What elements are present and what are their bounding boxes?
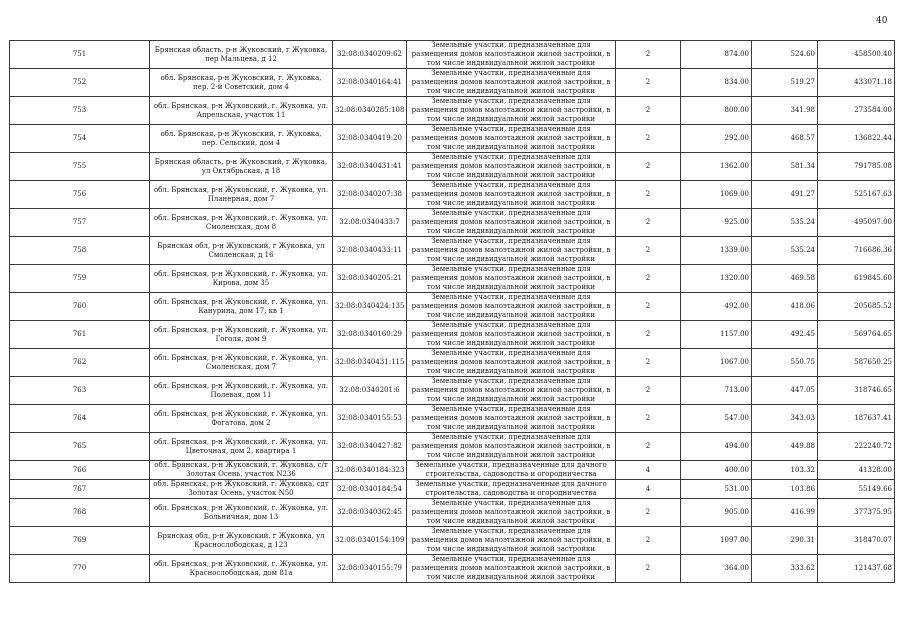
table-row [10, 69, 895, 97]
group-code-cell: 4 [616, 461, 681, 480]
row-number: 769 [10, 527, 150, 555]
row-number: 770 [10, 555, 150, 583]
address-cell: обл. Брянская, р-н Жуковский, г. Жуковка, ул. Кирова, дом 35 [150, 265, 333, 293]
row-number: 756 [10, 181, 150, 209]
cadastral-value-cell: 716686.36 [818, 237, 895, 265]
land-purpose-cell: Земельные участки, предназначенные для размещения домов малоэтажной жилой застройки, в том числе индивидуальной жилой застройки [407, 555, 616, 583]
cadastral-value-cell: 318746.65 [818, 377, 895, 405]
address-cell: обл. Брянская, р-н Жуковский, г. Жуковка, ул. Цветочная, дом 2, квартира 1 [150, 433, 333, 461]
group-code-cell: 2 [616, 405, 681, 433]
unit-value-cell: 581.34 [752, 153, 818, 181]
group-code-cell: 2 [616, 321, 681, 349]
address-cell: обл. Брянская, р-н Жуковский, г. Жуковка, сдт Золотая Осень, участок N50 [150, 480, 333, 499]
row-number: 760 [10, 293, 150, 321]
land-purpose-cell: Земельные участки, предназначенные для размещения домов малоэтажной жилой застройки, в том числе индивидуальной жилой застройки [407, 69, 616, 97]
address-cell: обл. Брянская, р-н Жуковский, г. Жуковка, ул. Фогатова, дом 2 [150, 405, 333, 433]
land-purpose-cell: Земельные участки, предназначенные для размещения домов малоэтажной жилой застройки, в том числе индивидуальной жилой застройки [407, 433, 616, 461]
address-cell: обл. Брянская, р-н Жуковский, г. Жуковка, ул. Краснослободская, дом 81а [150, 555, 333, 583]
group-code-cell: 2 [616, 265, 681, 293]
unit-value-cell: 418.06 [752, 293, 818, 321]
land-purpose-cell: Земельные участки, предназначенные для размещения домов малоэтажной жилой застройки, в том числе индивидуальной жилой застройки [407, 377, 616, 405]
group-code-cell: 2 [616, 349, 681, 377]
cadastral-number-cell: 32:08:0340433:7 [333, 209, 407, 237]
row-number: 751 [10, 41, 150, 69]
address-cell: обл. Брянская, р-н Жуковский, г. Жуковка, ул. Смоленская, дом 8 [150, 209, 333, 237]
table-row [10, 209, 895, 237]
unit-value-cell: 416.99 [752, 499, 818, 527]
table-row [10, 377, 895, 405]
page-number: 40 [876, 16, 888, 26]
area-cell: 292.00 [681, 125, 752, 153]
cadastral-number-cell: 32:08:0340285:108 [333, 97, 407, 125]
group-code-cell: 2 [616, 377, 681, 405]
area-cell: 547.00 [681, 405, 752, 433]
unit-value-cell: 492.45 [752, 321, 818, 349]
area-cell: 364.00 [681, 555, 752, 583]
group-code-cell: 2 [616, 125, 681, 153]
row-number: 768 [10, 499, 150, 527]
table-row [10, 293, 895, 321]
cadastral-number-cell: 32:08:0340184:323 [333, 461, 407, 480]
row-number: 759 [10, 265, 150, 293]
group-code-cell: 2 [616, 209, 681, 237]
table-row [10, 41, 895, 69]
group-code-cell: 2 [616, 433, 681, 461]
unit-value-cell: 447.05 [752, 377, 818, 405]
group-code-cell: 2 [616, 293, 681, 321]
table-row [10, 321, 895, 349]
cadastral-value-cell: 121437.68 [818, 555, 895, 583]
table-row [10, 181, 895, 209]
row-number: 754 [10, 125, 150, 153]
unit-value-cell: 524.60 [752, 41, 818, 69]
row-number: 758 [10, 237, 150, 265]
area-cell: 1097.00 [681, 527, 752, 555]
cadastral-number-cell: 32:08:0340207:38 [333, 181, 407, 209]
land-purpose-cell: Земельные участки, предназначенные для размещения домов малоэтажной жилой застройки, в том числе индивидуальной жилой застройки [407, 41, 616, 69]
group-code-cell: 2 [616, 153, 681, 181]
cadastral-value-cell: 569764.65 [818, 321, 895, 349]
group-code-cell: 2 [616, 499, 681, 527]
row-number: 761 [10, 321, 150, 349]
area-cell: 1069.00 [681, 181, 752, 209]
group-code-cell: 4 [616, 480, 681, 499]
address-cell: обл. Брянская, р-н Жуковский, г. Жуковка, ул. Смоленская, дом 7 [150, 349, 333, 377]
cadastral-value-cell: 318470.07 [818, 527, 895, 555]
unit-value-cell: 469.58 [752, 265, 818, 293]
address-cell: обл. Брянская, р-н Жуковский, г. Жуковка, пер. Сельский, дом 4 [150, 125, 333, 153]
land-purpose-cell: Земельные участки, предназначенные для размещения домов малоэтажной жилой застройки, в том числе индивидуальной жилой застройки [407, 209, 616, 237]
cadastral-value-cell: 136822.44 [818, 125, 895, 153]
area-cell: 800.00 [681, 97, 752, 125]
address-cell: Брянская область, р-н Жуковский, г Жуковка, ул Октябрьская, д 18 [150, 153, 333, 181]
cadastral-number-cell: 32:08:0340209:62 [333, 41, 407, 69]
cadastral-number-cell: 32:08:0340431:115 [333, 349, 407, 377]
area-cell: 1320.00 [681, 265, 752, 293]
cadastral-number-cell: 32:08:0340155:53 [333, 405, 407, 433]
cadastral-value-cell: 587650.25 [818, 349, 895, 377]
address-cell: обл. Брянская, р-н Жуковский, г. Жуковка, с/т Золотая Осень, участок N236 [150, 461, 333, 480]
address-cell: обл. Брянская, р-н Жуковский, г. Жуковка, ул. Канурина, дом 17, кв 1 [150, 293, 333, 321]
area-cell: 874.00 [681, 41, 752, 69]
cadastral-value-cell: 273584.00 [818, 97, 895, 125]
unit-value-cell: 103.32 [752, 461, 818, 480]
cadastral-value-cell: 205685.52 [818, 293, 895, 321]
group-code-cell: 2 [616, 41, 681, 69]
row-number: 753 [10, 97, 150, 125]
area-cell: 1067.00 [681, 349, 752, 377]
unit-value-cell: 550.75 [752, 349, 818, 377]
row-number: 764 [10, 405, 150, 433]
area-cell: 494.00 [681, 433, 752, 461]
area-cell: 925.00 [681, 209, 752, 237]
land-purpose-cell: Земельные участки, предназначенные для размещения домов малоэтажной жилой застройки, в том числе индивидуальной жилой застройки [407, 125, 616, 153]
cadastral-value-cell: 377375.95 [818, 499, 895, 527]
land-purpose-cell: Земельные участки, предназначенные для размещения домов малоэтажной жилой застройки, в том числе индивидуальной жилой застройки [407, 499, 616, 527]
row-number: 755 [10, 153, 150, 181]
cadastral-number-cell: 32:08:0340160:29 [333, 321, 407, 349]
land-purpose-cell: Земельные участки, предназначенные для дачного строительства, садоводства и огородничества [407, 461, 616, 480]
cadastral-value-cell: 433071.18 [818, 69, 895, 97]
address-cell: обл. Брянская, р-н Жуковский, г. Жуковка, ул. Полевая, дом 11 [150, 377, 333, 405]
area-cell: 492.00 [681, 293, 752, 321]
address-cell: Брянская область, р-н Жуковский, г Жуковка, пер Мальцева, д 12 [150, 41, 333, 69]
cadastral-number-cell: 32:08:0340362:45 [333, 499, 407, 527]
row-number: 766 [10, 461, 150, 480]
unit-value-cell: 290.31 [752, 527, 818, 555]
area-cell: 1157.00 [681, 321, 752, 349]
area-cell: 713.00 [681, 377, 752, 405]
group-code-cell: 2 [616, 527, 681, 555]
cadastral-number-cell: 32:08:0340184:54 [333, 480, 407, 499]
unit-value-cell: 341.98 [752, 97, 818, 125]
unit-value-cell: 333.62 [752, 555, 818, 583]
table-row [10, 265, 895, 293]
address-cell: Брянская обл, р-н Жуковский, г Жуковка, ул Краснослободская, д 123 [150, 527, 333, 555]
cadastral-value-cell: 495097.00 [818, 209, 895, 237]
area-cell: 1362.00 [681, 153, 752, 181]
row-number: 757 [10, 209, 150, 237]
cadastral-number-cell: 32:08:0340433:11 [333, 237, 407, 265]
table-row [10, 461, 895, 480]
area-cell: 905.00 [681, 499, 752, 527]
row-number: 752 [10, 69, 150, 97]
cadastral-value-cell: 222240.72 [818, 433, 895, 461]
cadastral-value-cell: 458500.40 [818, 41, 895, 69]
table-row [10, 555, 895, 583]
address-cell: обл. Брянская, р-н Жуковский, г. Жуковка, ул. Апрельская, участок 11 [150, 97, 333, 125]
land-purpose-cell: Земельные участки, предназначенные для размещения домов малоэтажной жилой застройки, в том числе индивидуальной жилой застройки [407, 321, 616, 349]
land-register-table [9, 40, 895, 583]
cadastral-value-cell: 619845.60 [818, 265, 895, 293]
address-cell: обл. Брянская, р-н Жуковский, г. Жуковка, ул. Гоголя, дом 9 [150, 321, 333, 349]
table-row [10, 125, 895, 153]
table-row [10, 527, 895, 555]
row-number: 762 [10, 349, 150, 377]
land-purpose-cell: Земельные участки, предназначенные для размещения домов малоэтажной жилой застройки, в том числе индивидуальной жилой застройки [407, 265, 616, 293]
row-number: 765 [10, 433, 150, 461]
unit-value-cell: 103.86 [752, 480, 818, 499]
table-row [10, 237, 895, 265]
land-purpose-cell: Земельные участки, предназначенные для размещения домов малоэтажной жилой застройки, в том числе индивидуальной жилой застройки [407, 293, 616, 321]
group-code-cell: 2 [616, 69, 681, 97]
row-number: 763 [10, 377, 150, 405]
table-row [10, 153, 895, 181]
unit-value-cell: 468.57 [752, 125, 818, 153]
area-cell: 1339.00 [681, 237, 752, 265]
unit-value-cell: 535.24 [752, 237, 818, 265]
land-purpose-cell: Земельные участки, предназначенные для размещения домов малоэтажной жилой застройки, в том числе индивидуальной жилой застройки [407, 153, 616, 181]
cadastral-value-cell: 525167.63 [818, 181, 895, 209]
land-purpose-cell: Земельные участки, предназначенные для размещения домов малоэтажной жилой застройки, в том числе индивидуальной жилой застройки [407, 237, 616, 265]
unit-value-cell: 491.27 [752, 181, 818, 209]
land-purpose-cell: Земельные участки, предназначенные для размещения домов малоэтажной жилой застройки, в том числе индивидуальной жилой застройки [407, 349, 616, 377]
address-cell: обл. Брянская, р-н Жуковский, г. Жуковка, ул. Больничная, дом 13 [150, 499, 333, 527]
unit-value-cell: 535.24 [752, 209, 818, 237]
table-row [10, 349, 895, 377]
group-code-cell: 2 [616, 97, 681, 125]
cadastral-value-cell: 41328.00 [818, 461, 895, 480]
address-cell: обл. Брянская, р-н Жуковский, г. Жуковка, ул. Планерная, дом 7 [150, 181, 333, 209]
cadastral-number-cell: 32:08:0340205:21 [333, 265, 407, 293]
table-row [10, 97, 895, 125]
cadastral-number-cell: 32:08:0340201:6 [333, 377, 407, 405]
unit-value-cell: 343.03 [752, 405, 818, 433]
table-row [10, 433, 895, 461]
address-cell: Брянская обл, р-н Жуковский, г Жуковка, ул Смоленская, д 16 [150, 237, 333, 265]
cadastral-number-cell: 32:08:0340164:41 [333, 69, 407, 97]
area-cell: 531.00 [681, 480, 752, 499]
land-purpose-cell: Земельные участки, предназначенные для размещения домов малоэтажной жилой застройки, в том числе индивидуальной жилой застройки [407, 181, 616, 209]
area-cell: 834.00 [681, 69, 752, 97]
cadastral-number-cell: 32:08:0340427:82 [333, 433, 407, 461]
group-code-cell: 2 [616, 181, 681, 209]
group-code-cell: 2 [616, 555, 681, 583]
table-row [10, 405, 895, 433]
land-purpose-cell: Земельные участки, предназначенные для размещения домов малоэтажной жилой застройки, в том числе индивидуальной жилой застройки [407, 97, 616, 125]
land-purpose-cell: Земельные участки, предназначенные для дачного строительства, садоводства и огородничества [407, 480, 616, 499]
cadastral-number-cell: 32:08:0340154:109 [333, 527, 407, 555]
cadastral-number-cell: 32:08:0340155:79 [333, 555, 407, 583]
land-purpose-cell: Земельные участки, предназначенные для размещения домов малоэтажной жилой застройки, в том числе индивидуальной жилой застройки [407, 527, 616, 555]
unit-value-cell: 519.27 [752, 69, 818, 97]
land-purpose-cell: Земельные участки, предназначенные для размещения домов малоэтажной жилой застройки, в том числе индивидуальной жилой застройки [407, 405, 616, 433]
cadastral-number-cell: 32:08:0340419:20 [333, 125, 407, 153]
area-cell: 400.00 [681, 461, 752, 480]
cadastral-number-cell: 32:08:0340424:135 [333, 293, 407, 321]
cadastral-value-cell: 187637.41 [818, 405, 895, 433]
cadastral-value-cell: 791785.08 [818, 153, 895, 181]
cadastral-number-cell: 32:08:0340431:41 [333, 153, 407, 181]
group-code-cell: 2 [616, 237, 681, 265]
unit-value-cell: 449.88 [752, 433, 818, 461]
table-row [10, 480, 895, 499]
row-number: 767 [10, 480, 150, 499]
table-row [10, 499, 895, 527]
address-cell: обл. Брянская, р-н Жуковский, г. Жуковка, пер. 2-й Советский, дом 4 [150, 69, 333, 97]
cadastral-value-cell: 55149.66 [818, 480, 895, 499]
